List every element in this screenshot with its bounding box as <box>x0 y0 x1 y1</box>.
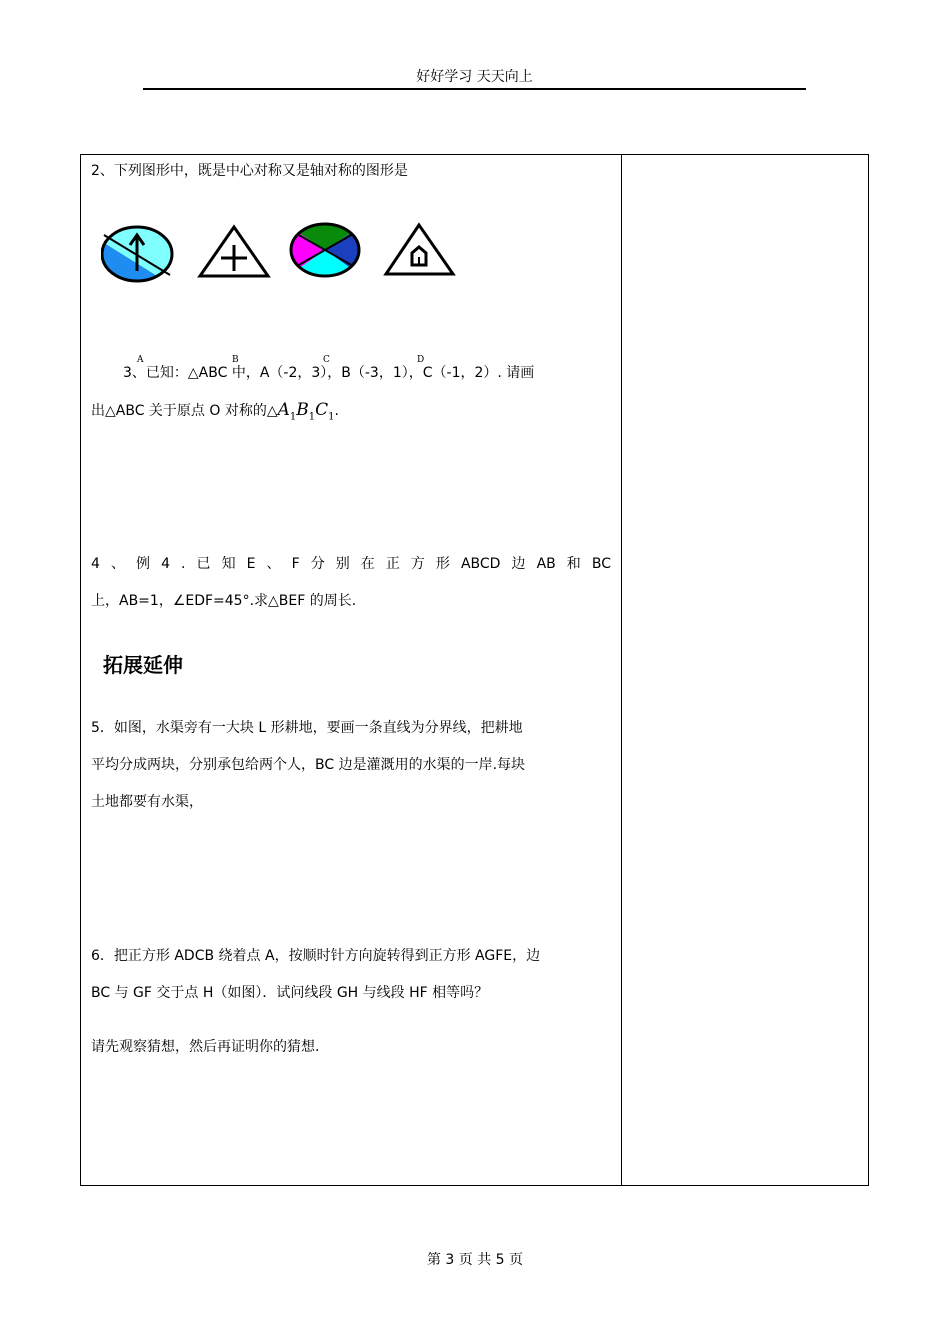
figure-b-triangle-plus <box>200 227 268 276</box>
question-4-line-2: 上，AB=1，∠EDF=45°.求△BEF 的周长. <box>91 593 357 609</box>
question-6-line-2: BC 与 GF 交于点 H（如图）．试问线段 GH 与线段 HF 相等吗？ <box>91 985 489 1001</box>
question-6-line-1: 6．把正方形 ADCB 绕着点 A，按顺时针方向旋转得到正方形 AGFE，边 <box>91 948 541 964</box>
question-3-line-1: 3、已知：△ABC 中，A（-2，3），B（-3，1），C（-1，2）. 请画 <box>123 365 535 381</box>
figure-d-triangle-house <box>386 225 453 274</box>
question-3-line-2: 出△ABC 关于原点 O 对称的$\triangle A_1B_1C_1$. <box>91 400 339 423</box>
question-6 <box>91 938 611 1012</box>
question-5-line-3: 土地都要有水渠， <box>91 794 203 810</box>
figure-label-a: A <box>137 355 144 365</box>
question-6-note: 请先观察猜想，然后再证明你的猜想. <box>91 1039 320 1055</box>
figure-label-c: C <box>323 355 330 365</box>
question-5-line-1: 5．如图，水渠旁有一大块 L 形耕地，要画一条直线为分界线，把耕地 <box>91 720 523 736</box>
question-4 <box>91 546 611 620</box>
question-4-line-1: 4 、 例 4 . 已 知 E 、 F 分 别 在 正 方 形 ABCD 边 AB 和 BC <box>91 556 611 572</box>
column-divider <box>621 155 622 1185</box>
question-5 <box>91 710 611 821</box>
content-table <box>80 154 869 1186</box>
figure-c-quartered-circle <box>281 221 369 281</box>
figure-label-d: D <box>417 355 425 365</box>
question-2: 2、下列图形中，既是中心对称又是轴对称的图形是 <box>91 163 408 179</box>
figure-label-b: B <box>232 355 239 365</box>
question-5-line-2: 平均分成两块，分别承包给两个人，BC 边是灌溉用的水渠的一岸.每块 <box>91 757 526 773</box>
figure-options <box>101 221 461 365</box>
page-header: 好好学习 天天向上 <box>416 69 533 85</box>
figure-a-circle-arrow <box>101 221 181 291</box>
figure-shapes <box>101 221 461 305</box>
question-3 <box>91 355 611 435</box>
section-title: 拓展延伸 <box>103 653 183 677</box>
page-footer: 第 3 页 共 5 页 <box>426 1252 524 1268</box>
triangle-a1b1c1: $A_1B_1C_1$ <box>277 400 335 423</box>
header-rule <box>143 88 806 90</box>
